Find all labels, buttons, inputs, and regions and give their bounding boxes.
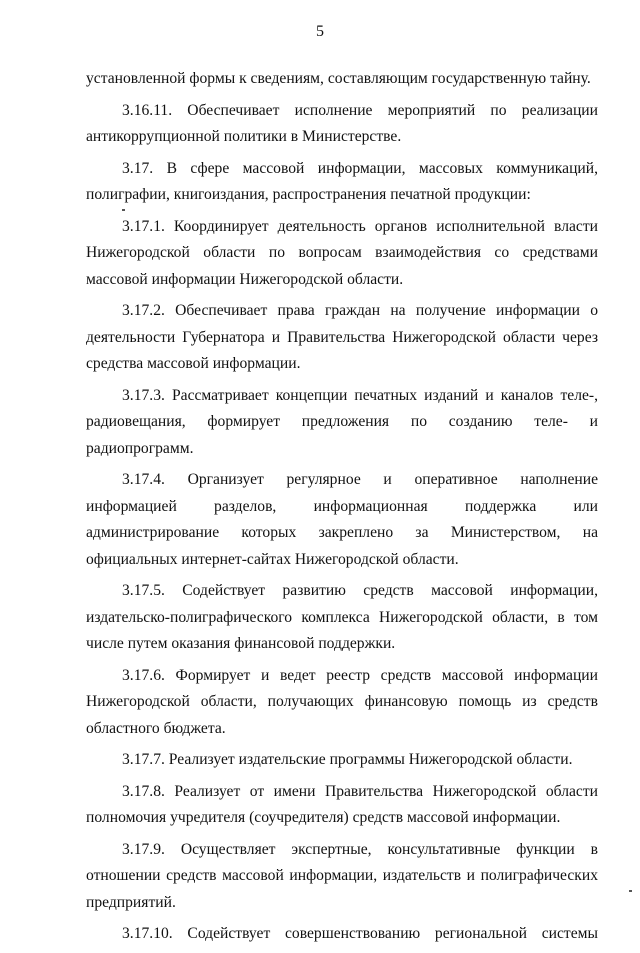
paragraph-3-17-2: 3.17.2. Обеспечивает права граждан на получение информации о деятельности Губернатора и Правительства Нижегородской области через средства массовой информации. bbox=[86, 302, 598, 372]
paragraph-3-17-9: 3.17.9. Осуществляет экспертные, консультативные функции в отношении средств массовой информации, издательств и полиграфических предприятий. bbox=[86, 840, 598, 911]
paragraph-3-17: 3.17. В сфере массовой информации, массовых коммуникаций, полиграфии, книгоиздания, распространения печатной продукции: bbox=[86, 159, 598, 203]
paragraph-3-17-8: 3.17.8. Реализует от имени Правительства Нижегородской области полномочия учредителя (соучредителя) средств массовой информации. bbox=[86, 782, 598, 826]
paragraph-3-16-11: 3.16.11. Обеспечивает исполнение мероприятий по реализации антикоррупционной политики в Министерстве. bbox=[86, 101, 598, 145]
scan-speck bbox=[629, 890, 632, 892]
paragraph-3-17-3: 3.17.3. Рассматривает концепции печатных изданий и каналов теле-, радиовещания, формирует предложения по созданию теле- и радиопрограмм. bbox=[86, 386, 598, 457]
paragraph-3-17-4: 3.17.4. Организует регулярное и оперативное наполнение информацией разделов, информационная поддержка или администрирование которых закреплено за Министерством, на официальных интернет-сайтах Нижегородской области. bbox=[86, 471, 598, 568]
paragraph-continuation: установленной формы к сведениям, составляющим государственную тайну. bbox=[86, 70, 591, 87]
paragraph-3-17-1: 3.17.1. Координирует деятельность органов исполнительной власти Нижегородской области по вопросам взаимодействия со средствами массовой информации Нижегородской области. bbox=[86, 217, 598, 288]
document-body bbox=[86, 66, 598, 953]
paragraph-3-17-7: 3.17.7. Реализует издательские программы Нижегородской области. bbox=[122, 751, 573, 768]
scan-speck bbox=[122, 209, 125, 211]
paragraph-3-17-10: 3.17.10. Содействует совершенствованию региональной системы bbox=[122, 925, 598, 942]
paragraph-3-17-5: 3.17.5. Содействует развитию средств массовой информации, издательско-полиграфического комплекса Нижегородской области, в том числе путем оказания финансовой поддержки. bbox=[86, 582, 598, 652]
page-number: 5 bbox=[316, 23, 324, 40]
paragraph-3-17-6: 3.17.6. Формирует и ведет реестр средств массовой информации Нижегородской области, получающих финансовую помощь из средств областного бюджета. bbox=[86, 666, 598, 737]
